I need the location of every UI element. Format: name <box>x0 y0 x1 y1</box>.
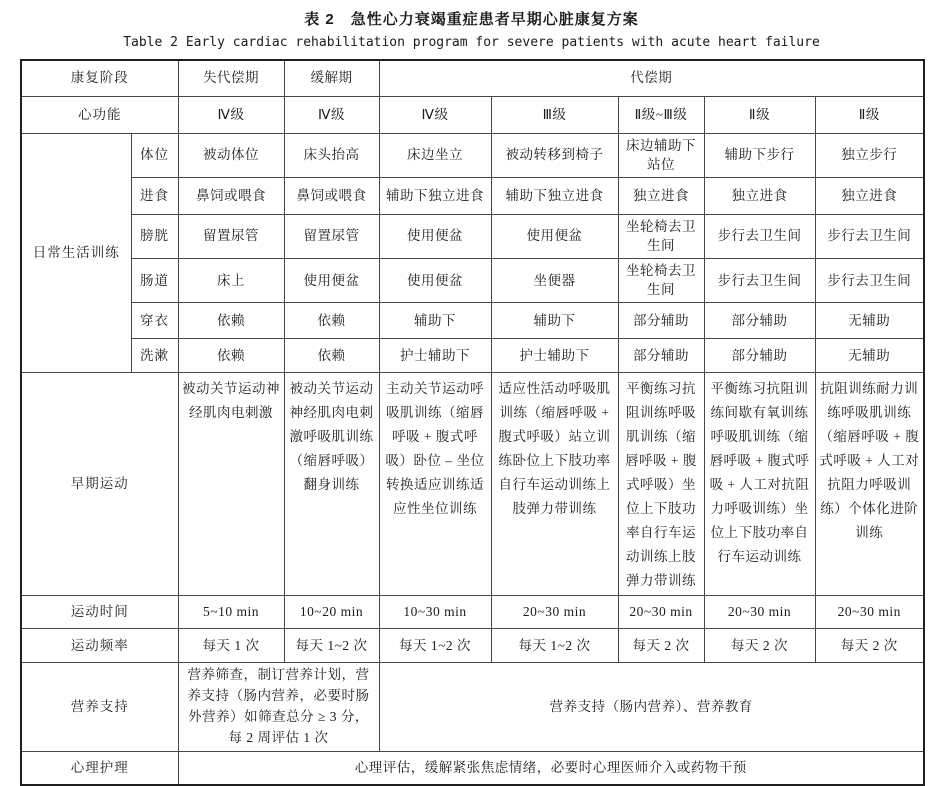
daily-living-label: 日常生活训练 <box>21 133 131 372</box>
table-cell: 护士辅助下 <box>491 338 618 372</box>
table-cell: 鼻饲或喂食 <box>178 177 284 214</box>
function-grade: Ⅱ级~Ⅲ级 <box>618 96 704 133</box>
table-cell: 20~30 min <box>618 596 704 629</box>
row-cardiac-function <box>21 96 924 133</box>
row-psychological-care <box>21 751 924 785</box>
table-cell: 10~30 min <box>379 596 491 629</box>
stage-header-label: 康复阶段 <box>21 60 178 96</box>
table-cell: 独立进食 <box>704 177 815 214</box>
table-cell: 独立进食 <box>618 177 704 214</box>
table-cell: 部分辅助 <box>704 302 815 338</box>
table-cell: 每天 1~2 次 <box>491 629 618 663</box>
table-cell: 20~30 min <box>815 596 924 629</box>
table-cell: 留置尿管 <box>284 214 379 258</box>
exercise-time-label: 运动时间 <box>21 596 178 629</box>
row-daily-bladder <box>21 214 924 258</box>
table-cell: 辅助下 <box>491 302 618 338</box>
table-cell: 适应性活动呼吸肌训练（缩唇呼吸 + 腹式呼吸）站立训练卧位上下肢功率自行车运动训练上肢弹力带训练 <box>491 372 618 595</box>
table-cell: 部分辅助 <box>618 338 704 372</box>
table-cell: 5~10 min <box>178 596 284 629</box>
table-cell: 鼻饲或喂食 <box>284 177 379 214</box>
row-daily-washing <box>21 338 924 372</box>
table-cell: 抗阻训练耐力训练呼吸肌训练（缩唇呼吸 + 腹式呼吸 + 人工对抗阻力呼吸训练）个体化进阶训练 <box>815 372 924 595</box>
table-cell: 辅助下独立进食 <box>379 177 491 214</box>
table-cell: 20~30 min <box>704 596 815 629</box>
function-grade: Ⅳ级 <box>379 96 491 133</box>
table-cell: 坐便器 <box>491 258 618 302</box>
row-nutrition-support <box>21 663 924 752</box>
table-cell: 依赖 <box>284 338 379 372</box>
table-cell: 使用便盆 <box>379 258 491 302</box>
nutrition-compensated-cell: 营养支持（肠内营养）、营养教育 <box>379 663 924 752</box>
table-cell: 床头抬高 <box>284 133 379 177</box>
table-cell: 步行去卫生间 <box>815 258 924 302</box>
table-cell: 坐轮椅去卫生间 <box>618 214 704 258</box>
psychology-label: 心理护理 <box>21 751 178 785</box>
table-cell: 无辅助 <box>815 338 924 372</box>
daily-sub-label: 洗漱 <box>131 338 178 372</box>
daily-sub-label: 体位 <box>131 133 178 177</box>
table-cell: 辅助下步行 <box>704 133 815 177</box>
row-daily-bowel <box>21 258 924 302</box>
table-cell: 平衡练习抗阻训练间歇有氧训练呼吸肌训练（缩唇呼吸 + 腹式呼吸 + 人工对抗阻力呼吸训练）坐位上下肢功率自行车运动训练 <box>704 372 815 595</box>
row-rehab-stage <box>21 60 924 96</box>
daily-sub-label: 肠道 <box>131 258 178 302</box>
stage-compensated: 代偿期 <box>379 60 924 96</box>
psychology-cell: 心理评估，缓解紧张焦虑情绪，必要时心理医师介入或药物干预 <box>178 751 924 785</box>
table-cell: 辅助下独立进食 <box>491 177 618 214</box>
function-grade: Ⅱ级 <box>704 96 815 133</box>
table-cell: 床上 <box>178 258 284 302</box>
table-cell: 每天 2 次 <box>618 629 704 663</box>
function-grade: Ⅱ级 <box>815 96 924 133</box>
table-cell: 每天 2 次 <box>704 629 815 663</box>
table-cell: 无辅助 <box>815 302 924 338</box>
table-cell: 护士辅助下 <box>379 338 491 372</box>
table-cell: 每天 1~2 次 <box>379 629 491 663</box>
row-exercise-frequency <box>21 629 924 663</box>
table-cell: 10~20 min <box>284 596 379 629</box>
stage-decompensated: 失代偿期 <box>178 60 284 96</box>
table-cell: 步行去卫生间 <box>704 214 815 258</box>
table-cell: 每天 1 次 <box>178 629 284 663</box>
function-grade: Ⅳ级 <box>284 96 379 133</box>
nutrition-early-phase-cell: 营养筛查，制订营养计划，营养支持（肠内营养，必要时肠外营养）如筛查总分 ≥ 3 分，每 2 周评估 1 次 <box>178 663 379 752</box>
daily-sub-label: 进食 <box>131 177 178 214</box>
table-cell: 被动关节运动神经肌肉电刺激呼吸肌训练（缩唇呼吸）翻身训练 <box>284 372 379 595</box>
table-title-zh: 表 2 急性心力衰竭重症患者早期心脏康复方案 <box>304 11 639 28</box>
table-cell: 使用便盆 <box>379 214 491 258</box>
function-grade: Ⅲ级 <box>491 96 618 133</box>
table-cell: 20~30 min <box>491 596 618 629</box>
rehab-program-table <box>20 59 925 786</box>
table-cell: 依赖 <box>284 302 379 338</box>
table-cell: 每天 2 次 <box>815 629 924 663</box>
table-cell: 床边坐立 <box>379 133 491 177</box>
table-cell: 每天 1~2 次 <box>284 629 379 663</box>
row-early-exercise <box>21 372 924 595</box>
table-cell: 独立进食 <box>815 177 924 214</box>
daily-sub-label: 穿衣 <box>131 302 178 338</box>
table-cell: 被动体位 <box>178 133 284 177</box>
table-cell: 床边辅助下站位 <box>618 133 704 177</box>
table-title-en: Table 2 Early cardiac rehabilitation program for severe patients with acute heart failure <box>123 35 820 50</box>
table-cell: 被动转移到椅子 <box>491 133 618 177</box>
nutrition-label: 营养支持 <box>21 663 178 752</box>
table-cell: 辅助下 <box>379 302 491 338</box>
cardiac-function-label: 心功能 <box>21 96 178 133</box>
row-exercise-time <box>21 596 924 629</box>
function-grade: Ⅳ级 <box>178 96 284 133</box>
table-cell: 被动关节运动神经肌肉电刺激 <box>178 372 284 595</box>
exercise-frequency-label: 运动频率 <box>21 629 178 663</box>
table-cell: 步行去卫生间 <box>704 258 815 302</box>
stage-remission: 缓解期 <box>284 60 379 96</box>
table-cell: 独立步行 <box>815 133 924 177</box>
early-exercise-label: 早期运动 <box>21 372 178 595</box>
table-cell: 平衡练习抗阻训练呼吸肌训练（缩唇呼吸 + 腹式呼吸）坐位上下肢功率自行车运动训练上肢弹力带训练 <box>618 372 704 595</box>
row-daily-eating <box>21 177 924 214</box>
table-cell: 留置尿管 <box>178 214 284 258</box>
daily-sub-label: 膀胱 <box>131 214 178 258</box>
table-cell: 使用便盆 <box>284 258 379 302</box>
table-cell: 使用便盆 <box>491 214 618 258</box>
table-cell: 主动关节运动呼吸肌训练（缩唇呼吸 + 腹式呼吸）卧位 – 坐位转换适应训练适应性坐位训练 <box>379 372 491 595</box>
table-cell: 部分辅助 <box>704 338 815 372</box>
table-cell: 依赖 <box>178 302 284 338</box>
table-cell: 坐轮椅去卫生间 <box>618 258 704 302</box>
row-daily-dressing <box>21 302 924 338</box>
table-cell: 步行去卫生间 <box>815 214 924 258</box>
row-daily-position <box>21 133 924 177</box>
table-cell: 依赖 <box>178 338 284 372</box>
table-cell: 部分辅助 <box>618 302 704 338</box>
